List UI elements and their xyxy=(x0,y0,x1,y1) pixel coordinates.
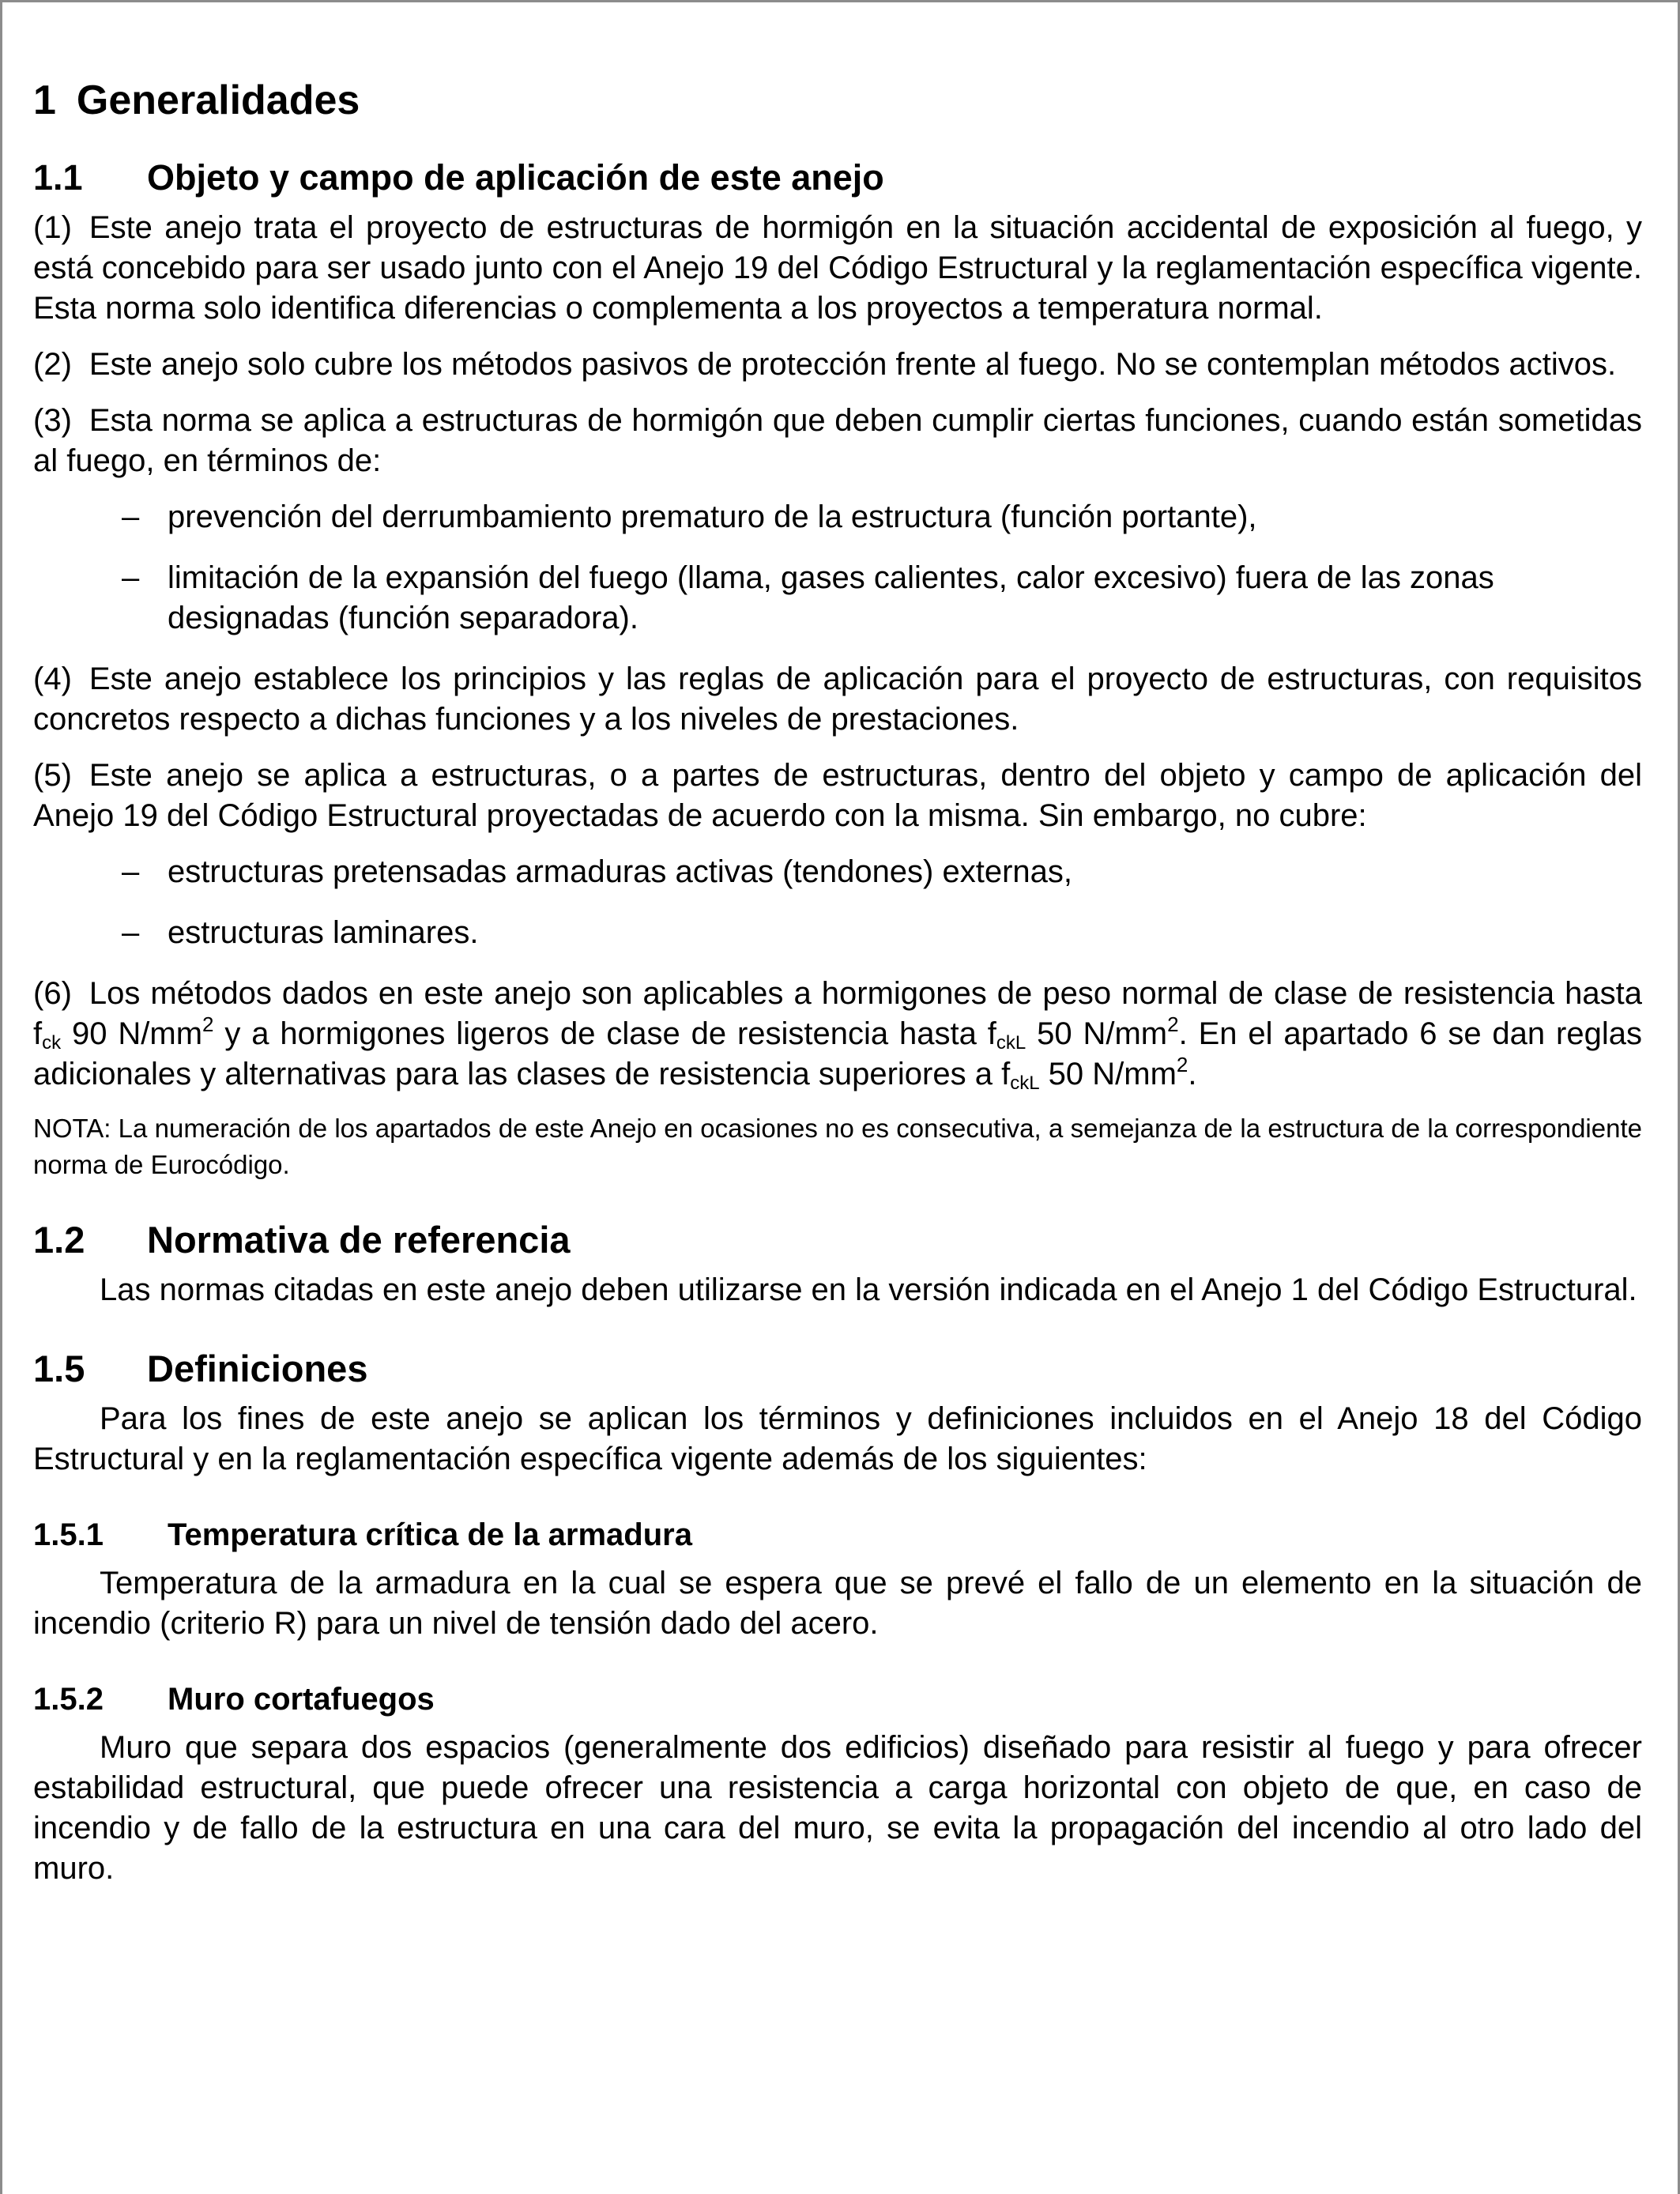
heading-section-1-5 xyxy=(33,1347,1642,1391)
list-item xyxy=(33,558,1642,639)
paragraph-text: Este anejo solo cubre los métodos pasivos de protección frente al fuego. No se contemplan métodos activos. xyxy=(89,347,1617,382)
section-number: 1.1 xyxy=(33,157,83,198)
section-number: 1.2 xyxy=(33,1219,85,1261)
dash-bullet: – xyxy=(122,560,140,595)
heading-section-1-5-2 xyxy=(33,1679,1642,1720)
paragraph-2 xyxy=(33,345,1642,385)
superscript-2: 2 xyxy=(1176,1053,1188,1076)
list-item xyxy=(33,913,1642,953)
list-item-text: estructuras pretensadas armaduras activas (tendones) externas, xyxy=(168,854,1073,889)
paragraph-5 xyxy=(33,756,1642,836)
subscript-ckl: ckL xyxy=(996,1032,1026,1054)
paragraph-text: 50 N/mm xyxy=(1039,1057,1177,1091)
dash-bullet: – xyxy=(122,854,140,889)
paragraph-text: . xyxy=(1188,1057,1197,1091)
section-number: 1.5.1 xyxy=(33,1517,104,1552)
page-border-top xyxy=(0,0,1680,2)
list-item-text: prevención del derrumbamiento prematuro de la estructura (función portante), xyxy=(168,499,1257,534)
section-title: Normativa de referencia xyxy=(147,1219,571,1261)
section-title: Temperatura crítica de la armadura xyxy=(168,1517,692,1552)
paragraph-6 xyxy=(33,974,1642,1095)
paragraph-text: Los métodos dados en este anejo son aplicables a hormigones de peso normal de clase de resistencia hasta f xyxy=(33,976,1642,1051)
list-item-text: estructuras laminares. xyxy=(168,915,479,950)
list-item xyxy=(33,852,1642,892)
paragraph-number: (6) xyxy=(33,976,72,1011)
dash-bullet: – xyxy=(122,499,140,534)
section-title: Definiciones xyxy=(147,1348,368,1389)
subscript-ck: ck xyxy=(42,1032,62,1054)
paragraph-number: (4) xyxy=(33,662,72,696)
heading-section-1-5-1 xyxy=(33,1514,1642,1555)
paragraph-definiciones: Para los fines de este anejo se aplican los términos y definiciones incluidos en el Anejo 18 del Código Estructural y en la reglamentación específica vigente además de los siguientes: xyxy=(33,1401,1642,1476)
section-number: 1 xyxy=(33,77,56,123)
heading-section-1 xyxy=(33,75,1642,126)
page-border-left xyxy=(0,0,2,2194)
note: NOTA: La numeración de los apartados de este Anejo en ocasiones no es consecutiva, a semejanza de la estructura de la correspondiente norma de Eurocódigo. xyxy=(33,1114,1642,1179)
section-title: Objeto y campo de aplicación de este anejo xyxy=(147,157,884,198)
paragraph-normativa: Las normas citadas en este anejo deben utilizarse en la versión indicada en el Anejo 1 del Código Estructural. xyxy=(100,1272,1637,1307)
heading-section-1-2 xyxy=(33,1218,1642,1262)
list-item xyxy=(33,497,1642,537)
paragraph-number: (5) xyxy=(33,758,72,793)
paragraph-number: (1) xyxy=(33,210,72,245)
paragraph-text: Este anejo se aplica a estructuras, o a partes de estructuras, dentro del objeto y campo de aplicación del Anejo 19 del Código Estructural proyectadas de acuerdo con la misma. Sin embargo, no cubre: xyxy=(33,758,1642,833)
section-title: Muro cortafuegos xyxy=(168,1682,435,1717)
superscript-2: 2 xyxy=(202,1012,214,1036)
paragraph-text: 90 N/mm xyxy=(61,1016,203,1051)
section-title: Generalidades xyxy=(76,77,360,123)
paragraph-muro-cortafuegos: Muro que separa dos espacios (generalmente dos edificios) diseñado para resistir al fuego y para ofrecer estabilidad estructural, que puede ofrecer una resistencia a carga horizontal con objeto de que, en caso de incendio y de fallo de la estructura en una cara del muro, se evita la propagación del incendio al otro lado del muro. xyxy=(33,1730,1642,1886)
paragraph-temperatura-critica: Temperatura de la armadura en la cual se espera que se prevé el fallo de un elemento en la situación de incendio (criterio R) para un nivel de tensión dado del acero. xyxy=(33,1566,1642,1641)
paragraph-number: (2) xyxy=(33,347,72,382)
subscript-ckl: ckL xyxy=(1010,1072,1040,1094)
paragraph-text: . En el apartado 6 se dan reglas adicionales y alternativas para las clases de resistencia superiores a f xyxy=(33,1016,1642,1091)
paragraph-text: 50 N/mm xyxy=(1026,1016,1168,1051)
section-number: 1.5 xyxy=(33,1348,85,1389)
section-number: 1.5.2 xyxy=(33,1682,104,1717)
paragraph-1 xyxy=(33,208,1642,329)
paragraph-4 xyxy=(33,659,1642,740)
dash-bullet: – xyxy=(122,915,140,950)
paragraph-text: Esta norma se aplica a estructuras de hormigón que deben cumplir ciertas funciones, cuando están sometidas al fuego, en términos de: xyxy=(33,403,1642,478)
document-body xyxy=(33,75,1642,1905)
paragraph-3 xyxy=(33,401,1642,481)
superscript-2: 2 xyxy=(1167,1012,1179,1036)
paragraph-text: Este anejo establece los principios y las reglas de aplicación para el proyecto de estructuras, con requisitos concretos respecto a dichas funciones y a los niveles de prestaciones. xyxy=(33,662,1642,737)
heading-section-1-1 xyxy=(33,156,1642,200)
paragraph-text: Este anejo trata el proyecto de estructuras de hormigón en la situación accidental de exposición al fuego, y está concebido para ser usado junto con el Anejo 19 del Código Estructural y la reglamentación específica vigente. Esta norma solo identifica diferencias o complementa a los proyectos a temperatura normal. xyxy=(33,210,1642,326)
list-item-text: limitación de la expansión del fuego (llama, gases calientes, calor excesivo) fuera de las zonas designadas (función separadora). xyxy=(168,560,1494,635)
paragraph-text: y a hormigones ligeros de clase de resistencia hasta f xyxy=(213,1016,996,1051)
paragraph-number: (3) xyxy=(33,403,72,438)
